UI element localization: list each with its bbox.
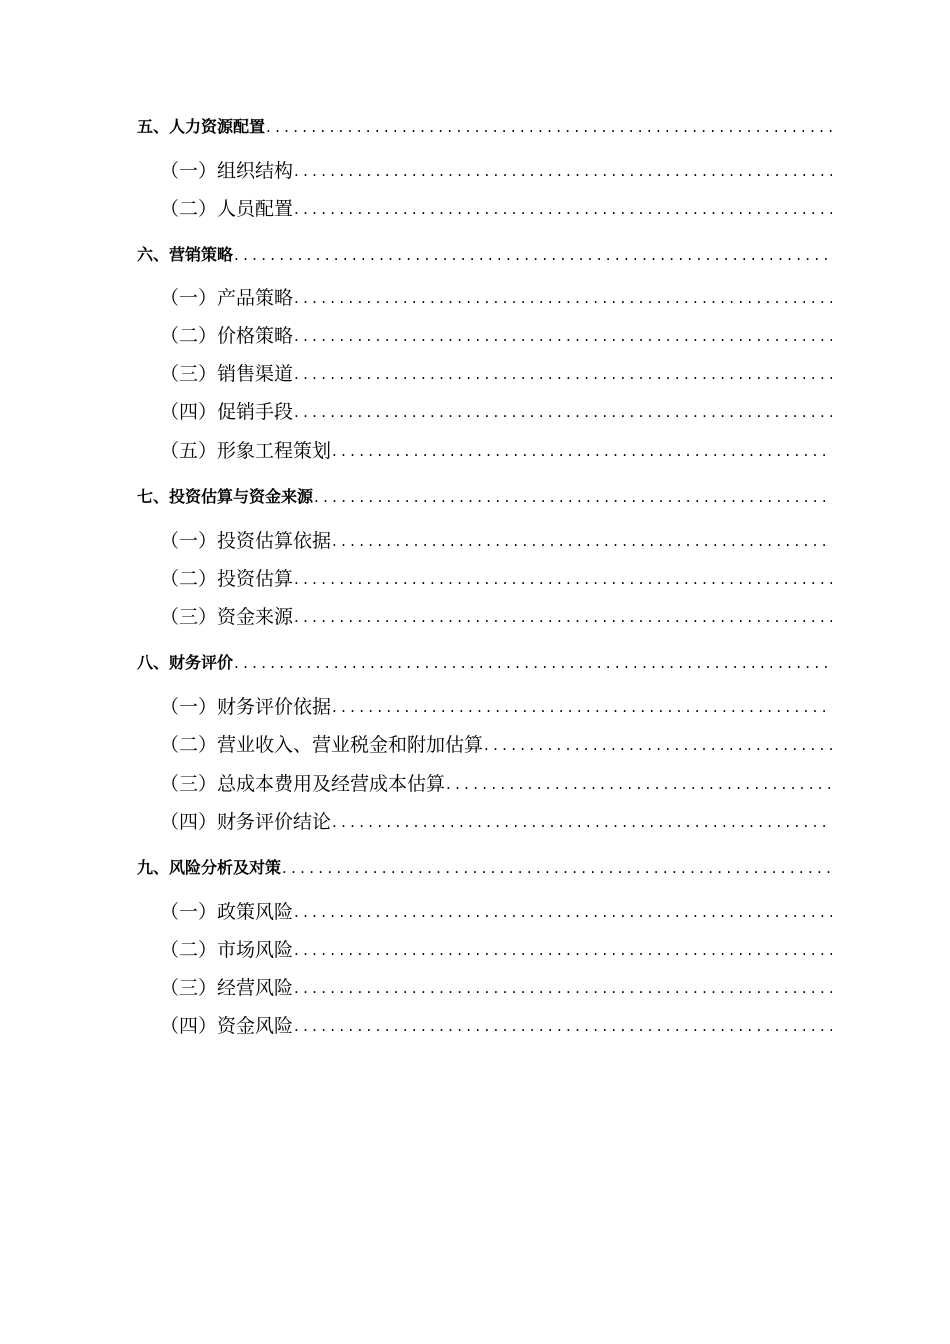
toc-dot-leader — [293, 196, 832, 222]
toc-dot-leader — [293, 361, 832, 387]
toc-section-9-2[interactable] — [160, 937, 832, 963]
toc-dot-leader — [265, 114, 832, 140]
toc-dot-leader — [293, 399, 832, 425]
toc-dot-leader — [483, 732, 832, 758]
toc-dot-leader — [233, 650, 832, 676]
toc-chapter-5[interactable] — [137, 114, 832, 140]
toc-dot-leader — [233, 242, 832, 268]
toc-entry-text: 六、营销策略 — [137, 245, 234, 264]
toc-dot-leader — [445, 771, 832, 797]
toc-entry-text: （二）价格策略 — [160, 325, 294, 347]
toc-dot-leader — [293, 158, 832, 184]
toc-entry-text: （二）市场风险 — [160, 939, 294, 961]
toc-dot-leader — [313, 484, 832, 510]
toc-entry-text: （一）投资估算依据 — [160, 530, 332, 552]
toc-dot-leader — [293, 899, 832, 925]
toc-dot-leader — [293, 975, 832, 1001]
toc-section-6-5[interactable] — [160, 438, 832, 464]
toc-dot-leader — [293, 1013, 832, 1039]
toc-section-9-4[interactable] — [160, 1013, 832, 1039]
toc-entry-text: 五、人力资源配置 — [137, 117, 266, 136]
toc-section-7-1[interactable] — [160, 528, 832, 554]
toc-entry-text: （三）销售渠道 — [160, 363, 294, 385]
toc-entry-text: （三）经营风险 — [160, 977, 294, 999]
toc-chapter-7[interactable] — [137, 484, 832, 510]
toc-entry-text: 七、投资估算与资金来源 — [137, 487, 314, 506]
toc-chapter-9[interactable] — [137, 855, 832, 881]
toc-chapter-6[interactable] — [137, 242, 832, 268]
toc-section-5-1[interactable] — [160, 158, 832, 184]
toc-entry-text: （一）财务评价依据 — [160, 696, 332, 718]
toc-dot-leader — [293, 566, 832, 592]
toc-dot-leader — [331, 694, 832, 720]
toc-entry-text: （三）总成本费用及经营成本估算 — [160, 773, 446, 795]
toc-section-9-3[interactable] — [160, 975, 832, 1001]
toc-section-8-4[interactable] — [160, 809, 832, 835]
toc-section-9-1[interactable] — [160, 899, 832, 925]
toc-chapter-8[interactable] — [137, 650, 832, 676]
toc-entry-text: （四）财务评价结论 — [160, 811, 332, 833]
toc-dot-leader — [281, 855, 832, 881]
toc-section-6-4[interactable] — [160, 399, 832, 425]
toc-dot-leader — [331, 438, 832, 464]
toc-section-7-3[interactable] — [160, 604, 832, 630]
toc-entry-text: （四）促销手段 — [160, 401, 294, 423]
toc-entry-text: （一）政策风险 — [160, 901, 294, 923]
toc-entry-text: （一）产品策略 — [160, 287, 294, 309]
toc-section-5-2[interactable] — [160, 196, 832, 222]
toc-entry-text: （四）资金风险 — [160, 1015, 294, 1037]
toc-entry-text: （二）人员配置 — [160, 198, 294, 220]
toc-section-6-2[interactable] — [160, 323, 832, 349]
toc-section-8-3[interactable] — [160, 771, 832, 797]
toc-entry-text: （一）组织结构 — [160, 160, 294, 182]
toc-dot-leader — [293, 285, 832, 311]
toc-entry-text: （三）资金来源 — [160, 606, 294, 628]
toc-entry-text: 八、财务评价 — [137, 653, 234, 672]
toc-section-6-3[interactable] — [160, 361, 832, 387]
toc-section-6-1[interactable] — [160, 285, 832, 311]
toc-entry-text: （二）营业收入、营业税金和附加估算 — [160, 734, 484, 756]
toc-dot-leader — [293, 604, 832, 630]
toc-dot-leader — [331, 528, 832, 554]
toc-section-8-1[interactable] — [160, 694, 832, 720]
toc-dot-leader — [293, 323, 832, 349]
toc-entry-text: （二）投资估算 — [160, 568, 294, 590]
toc-entry-text: （五）形象工程策划 — [160, 440, 332, 462]
toc-entry-text: 九、风险分析及对策 — [137, 858, 282, 877]
toc-section-7-2[interactable] — [160, 566, 832, 592]
toc-dot-leader — [331, 809, 832, 835]
toc-dot-leader — [293, 937, 832, 963]
toc-section-8-2[interactable] — [160, 732, 832, 758]
